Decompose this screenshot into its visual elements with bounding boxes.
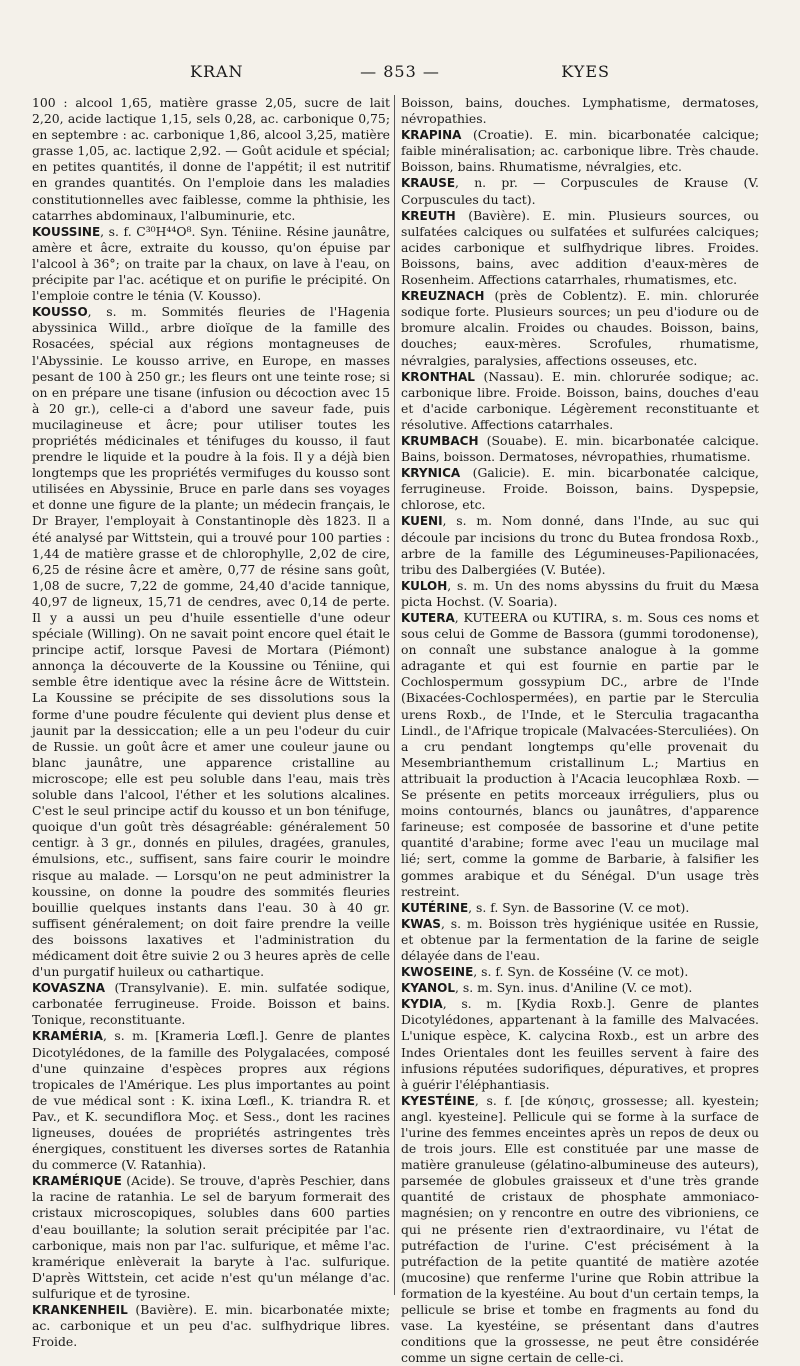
headword: KRONTHAL bbox=[401, 369, 475, 384]
headword: KRAUSE bbox=[401, 176, 456, 191]
entry-kronthal: KRONTHAL (Nassau). E. min. chlorurée sodique; ac. carbonique libre. Froide. Boisson, bains, douches d'eau et d'acide carbonique. Légèrement reconstituante et résolutive. Affections catarrhales. bbox=[401, 368, 759, 432]
right-column bbox=[401, 95, 759, 1366]
header-left-word: KRAN bbox=[190, 62, 244, 81]
headword: KWAS bbox=[401, 916, 441, 931]
entry-kousso: KOUSSO, s. m. Sommités fleuries de l'Hagenia abyssinica Willd., arbre dioïque de la famille des Rosacées, spécial aux régions montagneuses de l'Abyssinie. Le kousso arrive, en Europe, en masses pesant de 100 à 250 gr.; les fleurs ont une teinte rose; si on en prépare une tisane (infusion ou décoction avec 15 à 20 gr.), celle-ci a d'abord une saveur fade, puis mucilagineuse et âcre; pour utiliser toutes les propriétés médicinales et ténifuges du kousso, il faut prendre le liquide et la poudre à la fois. Il y a déjà bien longtemps que les propriétés vermifuges du kousso sont utilisées en Abyssinie, Bruce en parle dans ses voyages et donne une figure de la plante; un médecin français, le Dr Brayer, l'employait à Constantinople dès 1823. Il a été analysé par Wittstein, qui a trouvé pour 100 parties : 1,44 de matière grasse et de chlorophylle, 2,02 de cire, 6,25 de résine âcre et amère, 0,77 de résine sans goût, 1,08 de sucre, 7,22 de gomme, 24,40 d'acide tannique, 40,97 de ligneux, 15,71 de cendres, avec 0,14 de perte. Il y a aussi un peu d'huile essentielle d'une odeur spéciale (Willing). On ne savait point encore quel était le principe actif, lorsque Pavesi de Mortara (Piémont) annonça la découverte de la Koussine ou Téniine, qui semble être identique avec la résine âcre de Wittstein. La Koussine se précipite de ses dissolutions sous la forme d'une poudre féculente qui devient plus dense et jaunit par la dessiccation; elle a un peu l'odeur du cuir de Russie. un goût âcre et amer une couleur jaune ou blanc jaunâtre, une apparence cristalline au microscope; elle est peu soluble dans l'eau, mais très soluble dans l'alcool, l'éther et les solutions alcalines. C'est le seul principe actif du kousso et un bon ténifuge, quoique d'un goût très désagréable: généralement 50 centigr. à 3 gr., donnés en pilules, dragées, granules, émulsions, etc., suffisent, sans faire courir le moindre risque au malade. — Lorsqu'on ne peut administrer la koussine, on donne la poudre des sommités fleuries bouillie quelques instants dans l'eau. 30 à 40 gr. suffisent généralement; on doit faire prendre la veille des boissons laxatives et l'administration du médicament doit être suivie 2 ou 3 heures après de celle d'un purgatif huileux ou cathartique. bbox=[32, 304, 390, 980]
left-column bbox=[32, 95, 390, 1350]
headword: KULOH bbox=[401, 578, 448, 593]
entry-kramerique: KRAMÉRIQUE (Acide). Se trouve, d'après Peschier, dans la racine de ratanhia. Le sel de baryum formerait des cristaux microscopiques, solubles dans 600 parties d'eau bouillante; la solution serait précipitée par l'ac. carbonique, mais non par l'ac. sulfurique, et même l'ac. kramérique enlèverait la baryte à l'ac. sulfurique. D'après Wittstein, cet acide n'est qu'un mélange d'ac. sulfurique et de tyrosine. bbox=[32, 1173, 390, 1301]
entry-kuloh: KULOH, s. m. Un des noms abyssins du fruit du Mæsa picta Hochst. (V. Soaria). bbox=[401, 577, 759, 609]
headword: KUTÉRINE bbox=[401, 900, 469, 915]
headword: KRAMÉRIA bbox=[32, 1029, 103, 1044]
entry-krankenheil: KRANKENHEIL (Bavière). E. min. bicarbonatée mixte; ac. carbonique et un peu d'ac. sulfhydrique libres. Froide. bbox=[32, 1302, 390, 1350]
headword: KUTERA bbox=[401, 611, 455, 625]
entry-krameria: KRAMÉRIA, s. m. [Krameria Lœfl.]. Genre de plantes Dicotylédones, de la famille des Polygalacées, composé d'une quinzaine d'espèces propres aux régions tropicales de l'Amérique. Les plus importantes au point de vue médical sont : K. ixina Lœfl., K. triandra R. et Pav., et K. secundiflora Moç. et Sess., dont les racines ligneuses, douées de propriétés astringentes très énergiques, constituent les diverses sortes de Ratanhia du commerce (V. Ratanhia). bbox=[32, 1028, 390, 1173]
headword: KOUSSINE bbox=[32, 224, 101, 239]
headword: KWOSEINE bbox=[401, 965, 474, 980]
headword: KUENI bbox=[401, 514, 443, 529]
headword: KYDIA bbox=[401, 997, 443, 1012]
entry-kwoseine: KWOSEINE, s. f. Syn. de Kosséine (V. ce mot). bbox=[401, 964, 689, 980]
entry-kwas: KWAS, s. m. Boisson très hygiénique usitée en Russie, et obtenue par la fermentation de la farine de seigle délayée dans de l'eau. bbox=[401, 915, 759, 963]
entry-kueni: KUENI, s. m. Nom donné, dans l'Inde, au suc qui découle par incisions du tronc du Butea frondosa Roxb., arbre de la famille des Légumineuses-Papilionacées, tribu des Dalbergiées (V. Butée). bbox=[401, 513, 759, 577]
entry-kreuth: KREUTH (Bavière). E. min. Plusieurs sources, ou sulfatées calciques ou sulfatées et sulfurées calciques; acides carbonique et sulfhydrique libres. Froides. Boissons, bains, avec addition d'eaux-mères de Rosenheim. Affections catarrhales, rhumatismes, etc. bbox=[401, 207, 759, 288]
entry-kuterine: KUTÉRINE, s. f. Syn. de Bassorine (V. ce mot). bbox=[401, 899, 690, 915]
header-right-word: KYES bbox=[561, 62, 610, 81]
page-number: — 853 — bbox=[360, 62, 440, 81]
entry-krumbach: KRUMBACH (Souabe). E. min. bicarbonatée calcique. Bains, boisson. Dermatoses, névropathies, rhumatisme. bbox=[401, 432, 759, 465]
entry-krause: KRAUSE, n. pr. — Corpuscules de Krause (V. Corpuscules du tact). bbox=[401, 175, 759, 207]
entry-kutera: KUTERA, KUTEERA ou KUTIRA, s. m. Sous ces noms et sous celui de Gomme de Bassora (gummi torodonense), on connaît une substance analogue à la gomme adragante et qui est fournie en partie par le Cochlospermum gossypium DC., arbre de l'Inde (Bixacées-Cochlospermées), en partie par le Sterculia urens Roxb., de l'Inde, et le Sterculia tragacantha Lindl., de l'Afrique tropicale (Malvacées-Sterculiées). On a cru pendant longtemps qu'elle provenait du Mesembrianthemum cristallinum L.; Martius en attribuait la production à l'Acacia leucophlæa Roxb. — Se présente en petits morceaux irréguliers, plus ou moins contournés, blancs ou jaunâtres, d'apparence farineuse; est composée de bassorine et d'une petite quantité d'arabine; forme avec l'eau un mucilage mal lié; sert, comme la gomme de Barbarie, à falsifier les gommes arabique et du Sénégal. D'un usage très restreint. bbox=[401, 610, 759, 899]
headword: KREUTH bbox=[401, 208, 456, 223]
entry-krynica: KRYNICA (Galicie). E. min. bicarbonatée calcique, ferrugineuse. Froide. Boisson, bains. Dyspepsie, chlorose, etc. bbox=[401, 465, 759, 513]
entry-kyanol: KYANOL, s. m. Syn. inus. d'Aniline (V. ce mot). bbox=[401, 980, 693, 996]
headword: KOVASZNA bbox=[32, 981, 106, 996]
entry-kyesteine: KYESTÉINE, s. f. [de κύησις, grossesse; all. kyestein; angl. kyesteine]. Pellicule qui se forme à la surface de l'urine des femmes enceintes après un repos de deux ou de trois jours. Elle est constituée par une masse de matière granuleuse (gélatino-albumineuse des auteurs), parsemée de globules graisseux et d'une très grande quantité de cristaux de phosphate ammoniaco-magnésien; on y rencontre en outre des vibrioniens, ce qui ne présente rien d'extraordinaire, vu l'état de putréfaction de l'urine. C'est précisément à la putréfaction de la petite quantité de matière azotée (mucosine) que renferme l'urine que Robin attribue la formation de la kyestéine. Au bout d'un certain temps, la pellicule se brise et tombe en fragments au fond du vase. La kyestéine, se présentant dans d'autres conditions que la grossesse, ne peut être considérée comme un signe certain de celle-ci. bbox=[401, 1092, 759, 1366]
headword: KRYNICA bbox=[401, 466, 461, 481]
headword: KRAMÉRIQUE bbox=[32, 1174, 122, 1189]
headword: KYANOL bbox=[401, 981, 456, 996]
entry-kovaszna: KOVASZNA (Transylvanie). E. min. sulfatée sodique, carbonatée ferrugineuse. Froide. Boisson et bains. Tonique, reconstituante. bbox=[32, 980, 390, 1028]
entry-continuation: 100 : alcool 1,65, matière grasse 2,05, sucre de lait 2,20, acide lactique 1,15, sels 0,28, ac. carbonique 0,75; en septembre : ac. carbonique 1,86, alcool 3,25, matière grasse 1,05, ac. lactique 2,92. — Goût acidule et spécial; en petites quantités, il donne de l'appétit; il est nutritif en grandes quantités. On l'emploie dans les maladies constitutionnelles avec faiblesse, comme la phthisie, les catarrhes abdominaux, l'albuminurie, etc. bbox=[32, 95, 390, 223]
entry-koussine: KOUSSINE, s. f. C³⁰H⁴⁴O⁸. Syn. Téniine. Résine jaunâtre, amère et âcre, extraite du kousso, qu'on épuise par l'alcool à 36°; on traite par la chaux, on lave à l'eau, on précipite par l'ac. acétique et on purifie le précipité. On l'emploie contre le ténia (V. Kousso). bbox=[32, 223, 390, 304]
headword: KRANKENHEIL bbox=[32, 1303, 128, 1318]
headword: KYESTÉINE bbox=[401, 1093, 475, 1108]
running-header bbox=[30, 62, 770, 86]
headword: KREUZNACH bbox=[401, 289, 485, 304]
entry-kydia: KYDIA, s. m. [Kydia Roxb.]. Genre de plantes Dicotylédones, appartenant à la famille des Malvacées. L'unique espèce, K. calycina Roxb., est un arbre des Indes Orientales dont les feuilles servent à faire des infusions réputées sudorifiques, dépuratives, et propres à guérir l'éléphantiasis. bbox=[401, 996, 759, 1092]
column-divider bbox=[394, 95, 395, 1295]
headword: KOUSSO bbox=[32, 305, 88, 320]
headword: KRUMBACH bbox=[401, 433, 479, 448]
entry-krapina: KRAPINA (Croatie). E. min. bicarbonatée calcique; faible minéralisation; ac. carbonique libre. Très chaude. Boisson, bains. Rhumatisme, névralgies, etc. bbox=[401, 127, 759, 175]
entry-continuation-right: Boisson, bains, douches. Lymphatisme, dermatoses, névropathies. bbox=[401, 95, 759, 127]
entry-kreuznach: KREUZNACH (près de Coblentz). E. min. chlorurée sodique forte. Plusieurs sources; un peu d'iodure ou de bromure alcalin. Froides ou chaudes. Boisson, bains, douches; eaux-mères. Scrofules, rhumatisme, névralgies, paralysies, affections osseuses, etc. bbox=[401, 288, 759, 368]
headword: KRAPINA bbox=[401, 128, 462, 143]
